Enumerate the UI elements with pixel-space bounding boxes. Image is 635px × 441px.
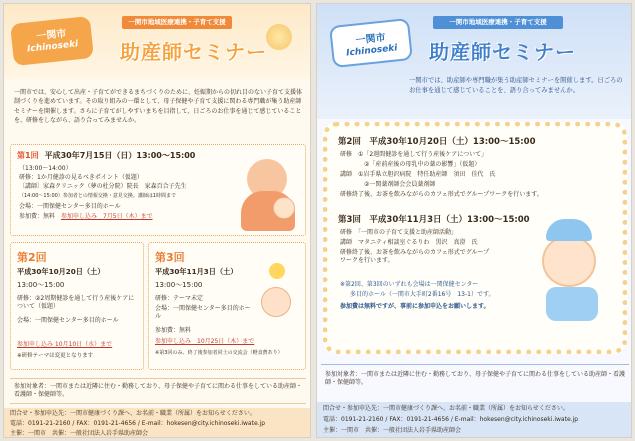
right-seal-english: Ichinoseki <box>345 43 398 59</box>
left-intro: 一関市では、安心して出産・子育てができるまちづくりのために、妊娠期からの切れ目のない子育て支援体制づくりを進めています。その取り組みの一環として、母子保健や子育て支援に関わる専門職が集う助産師セミナーを開催します。さらに子育てがしやすいまちを目指して、日ごろのお仕事を通じて感じていることを、研修をしながら、語り合ってみませんか。 <box>14 89 302 124</box>
left-title: 助産師セミナー <box>120 40 267 64</box>
baby-hat-illustration <box>546 219 592 241</box>
session-1-note: （14:00～15:00）参加者との情報交換・意見交換。講師は1時間まで <box>19 193 177 199</box>
left-seal-city: 一関市 <box>35 28 67 43</box>
right-session-2-lecturer-1: 講師 ①岩手県立胆沢病院 特任助産師 須田 佳代 氏 <box>340 171 496 178</box>
session-3-badge: 第3回 <box>155 251 185 264</box>
session-3-venue: 会場：一関保健センター多目的ホール <box>155 305 251 321</box>
right-contact-2: 電話：0191-21-2160 / FAX：0191-21-4656 / E-mail：hokesen@city.ichinoseki.iwate.jp <box>323 416 579 423</box>
session-3-time: 13:00～15:00 <box>155 281 203 289</box>
right-session-2-lecturer-2: ②一関薬剤師会会員薬剤師 <box>364 181 436 188</box>
right-venue-note-1: ※第2回、第3回のいずれも会場は一関保健センター <box>340 281 479 288</box>
sun-illustration <box>266 24 292 50</box>
session-1-badge: 第1回 <box>17 151 39 160</box>
right-ribbon: 一関市地域医療連携・子育て支援 <box>433 16 563 29</box>
left-flyer <box>3 3 311 438</box>
right-session-2-header: 第2回 平成30年10月20日（土）13:00～15:00 <box>338 137 536 147</box>
session-1-date: 平成30年7月15日（日）13:00～15:00 <box>44 151 196 160</box>
right-session-2-lecture-1: 研修 ①「2週間健診を通して行う産後ケアについて」 <box>340 151 488 158</box>
right-baby-illustration <box>542 235 596 287</box>
baby-clothes-illustration <box>546 287 598 321</box>
right-target: 参加対象者：一関市または近隣に住む・勤務しており、母子保健や子育てに関わる仕事をしている助産師・看護師・保健師等。 <box>325 371 626 387</box>
right-session-3-exchange: 研修終了後、お茶を飲みながらのカフェ形式でグループワークを行います。 <box>340 249 490 265</box>
session-1-lecture: 研修：1か月健診の見るべきポイント（仮題） <box>19 174 143 181</box>
left-contact-2: 電話：0191-21-2160 / FAX：0191-21-4656 / E-mail：hokesen@city.ichinoseki.iwate.jp <box>10 420 266 427</box>
right-session-3-lecturer: 講師 マタニティ相談室ぐるりわ 黒沢 真澄 氏 <box>340 239 478 246</box>
right-venue-note-2: 多目的ホール（一関市大手町2番16号 13-1）です。 <box>350 291 495 298</box>
rattle-icon <box>269 263 285 279</box>
right-session-3-lecture: 研修 「一関市の子育て支援と助産師活動」 <box>340 229 458 236</box>
session-3-deadline: 参加申し込み 10月25日（木）まで <box>155 338 255 345</box>
right-session-3-header: 第3回 平成30年11月3日（土）13:00～15:00 <box>338 215 530 225</box>
session-1-deadline: 参加申し込み 7月5日（木）まで <box>60 213 153 220</box>
left-contact-band <box>4 408 311 438</box>
right-session-2-exchange: 研修終了後、お茶を飲みながらのカフェ形式でグループワークを行います。 <box>340 191 543 198</box>
session-2-lecture: 研修：②2周期健診を通して行う産後ケアについて（仮題） <box>17 295 135 311</box>
session-3-note: ※第3回のみ、終了後参加者同士の交流会（軽食費あり） <box>155 350 283 356</box>
right-title: 助産師セミナー <box>429 40 576 64</box>
left-session-3 <box>148 242 306 370</box>
right-target-section <box>321 364 629 398</box>
right-city-seal <box>329 18 413 68</box>
left-target: 参加対象者：一関市または近隣に住む・勤務しており、母子保健や子育てに関わる仕事をしている助産師・看護師・保健師等。 <box>14 383 303 399</box>
session-1-lecturer: 〔講師〕家森クリニック（夢の杜分院）院長 家森百合子先生 <box>19 183 187 190</box>
session-2-date: 平成30年10月20日（土） <box>17 267 105 276</box>
right-intro: 一関市では、助産師や専門職が集う助産師セミナーを開催します。日ごろのお仕事を通じて感じていることを、語り合ってみませんか。 <box>409 77 623 94</box>
session-2-note: ※研修テーマは変更となります <box>17 353 94 359</box>
left-session-2 <box>10 242 144 370</box>
left-ribbon: 一関市地域医療連携・子育て支援 <box>122 16 232 29</box>
session-2-time: 13:00～15:00 <box>17 281 65 289</box>
right-seal-city: 一関市 <box>355 32 387 47</box>
right-venue-note-3: 参加費は無料ですが、事前に参加申込をお願いします。 <box>340 303 490 310</box>
baby-rattle-illustration <box>261 287 291 317</box>
right-contact-1: 問合せ・参加申込先：一関市健康づくり課へ、お名前・職業（所属）をお知らせください。 <box>323 405 569 412</box>
session-2-venue: 会場：一関保健センター多目的ホール <box>17 317 119 324</box>
right-organizer: 主催：一関市 共催：一般社団法人岩手県助産師会 <box>323 427 462 434</box>
session-1-venue: 会場：一関保健センター多目的ホール <box>19 203 121 210</box>
session-2-badge: 第2回 <box>17 251 47 264</box>
session-1-fee: 参加費：無料 <box>19 213 56 220</box>
right-contact-band <box>317 402 632 438</box>
left-seal-english: Ichinoseki <box>26 39 79 55</box>
session-1-time-detail: （13:00～14:00） <box>19 165 72 172</box>
session-3-date: 平成30年11月3日（土） <box>155 267 238 276</box>
left-target-section <box>10 378 306 404</box>
left-organizer: 主催：一関市 共催：一般社団法人岩手県助産師会 <box>10 430 149 437</box>
left-city-seal <box>10 16 94 66</box>
right-flyer <box>316 3 632 438</box>
session-3-lecture: 研修：テーマ未定 <box>155 295 204 302</box>
left-contact-1: 問合せ・参加申込先：一関市健康づくり課へ、お名前・職業（所属）をお知らせください。 <box>10 410 256 417</box>
right-program-frame <box>323 122 627 354</box>
left-session-1 <box>10 144 306 236</box>
right-session-2-lecture-2: ②「産前産後の母乳中の薬の影響」（仮題） <box>364 161 481 168</box>
session-3-fee: 参加費：無料 <box>155 327 192 334</box>
session-2-deadline: 参加申し込み 10月10日（水）まで <box>17 341 113 348</box>
baby-illustration <box>273 197 295 219</box>
